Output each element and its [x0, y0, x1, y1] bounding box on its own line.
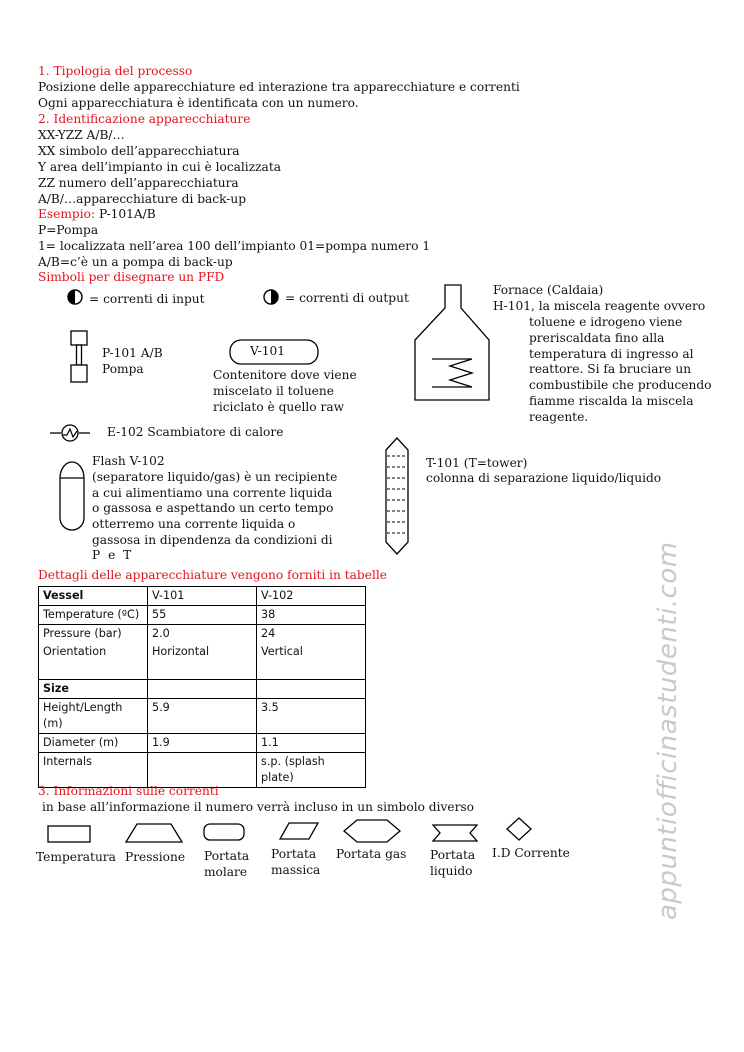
table-cell: s.p. (splash plate) [257, 753, 366, 788]
heat-exchanger-icon [50, 423, 90, 443]
section1-line: Posizione delle apparecchiature ed interazione tra apparecchiature e correnti [38, 80, 520, 94]
tower-line: T-101 (T=tower) [426, 456, 528, 470]
exchanger-label: E-102 Scambiatore di calore [107, 425, 284, 439]
table-row [39, 680, 366, 699]
furnace-desc: reagente. [529, 410, 589, 424]
pump-name: Pompa [102, 362, 144, 376]
watermark [617, 540, 683, 920]
shape-label: massica [271, 863, 321, 877]
furnace-desc: H-101, la miscela reagente ovvero [493, 299, 706, 313]
example-detail: 1= localizzata nell’area 100 dell’impianto 01=pompa numero 1 [38, 239, 431, 253]
furnace-title: Fornace (Caldaia) [493, 283, 604, 297]
flash-line: o gassosa e aspettando un certo tempo [92, 501, 334, 515]
furnace-desc: combustibile che producendo [529, 378, 712, 392]
table-row [39, 643, 366, 661]
shape-label: Portata [271, 847, 317, 861]
table-row [39, 661, 366, 680]
furnace-desc: toluene e idrogeno viene [529, 315, 683, 329]
table-cell: Size [39, 680, 148, 699]
flash-line: P e T [92, 548, 134, 562]
example-line [38, 207, 156, 223]
table-cell: 24 [257, 625, 366, 644]
section2-line: XX simbolo dell’apparecchiatura [38, 144, 240, 158]
section2-line: ZZ numero dell’apparecchiatura [38, 176, 239, 190]
example-value: P-101A/B [95, 207, 156, 221]
output-stream-label: = correnti di output [285, 291, 409, 305]
table-row [39, 699, 366, 734]
table-cell [257, 680, 366, 699]
section3-heading: 3. Informazioni sulle correnti [38, 784, 219, 798]
table-cell: 2.0 [148, 625, 257, 644]
section3-subtitle: in base all’informazione il numero verrà incluso in un simbolo diverso [42, 800, 475, 814]
furnace-desc: reattore. Si fa bruciare un [529, 362, 692, 376]
pressure-trapezoid-icon [125, 823, 183, 843]
shape-label: Portata gas [336, 847, 407, 861]
table-cell: 3.5 [257, 699, 366, 734]
furnace-desc: preriscaldata fino alla [529, 331, 665, 345]
tower-column-icon [384, 436, 410, 556]
table-cell: Vertical [257, 643, 366, 661]
vessel-desc: riciclato è quello raw [213, 400, 345, 414]
table-cell: Diameter (m) [39, 734, 148, 753]
table-cell: 5.9 [148, 699, 257, 734]
flash-line: otterremo una corrente liquida o [92, 517, 296, 531]
flash-drum-icon [58, 460, 86, 532]
symbols-heading: Simboli per disegnare un PFD [38, 270, 225, 284]
input-stream-label: = correnti di input [89, 292, 205, 306]
table-cell: V-101 [148, 587, 257, 606]
table-cell: Temperature (ºC) [39, 606, 148, 625]
vessel-tag: V-101 [250, 344, 286, 358]
table-row [39, 753, 366, 788]
pump-icon [68, 330, 90, 384]
table-cell: Horizontal [148, 643, 257, 661]
table-cell [148, 661, 257, 680]
table-cell [148, 680, 257, 699]
table-row [39, 587, 366, 606]
flash-line: a cui alimentiamo una corrente liquida [92, 486, 333, 500]
section2-line: Y area dell’impianto in cui è localizzata [38, 160, 281, 174]
liquid-flow-flag-icon [432, 824, 478, 842]
shape-label: molare [204, 865, 248, 879]
mass-flow-parallelogram-icon [279, 822, 319, 840]
section2-line: XX-YZZ A/B/… [38, 128, 125, 142]
flash-line: gassosa in dipendenza da condizioni di [92, 533, 333, 547]
vessel-desc: Contenitore dove viene [213, 368, 357, 382]
example-detail: P=Pompa [38, 223, 99, 237]
table-cell: V-102 [257, 587, 366, 606]
table-cell: Height/Length (m) [39, 699, 148, 734]
example-label: Esempio: [38, 207, 96, 221]
table-cell: Orientation [39, 643, 148, 661]
flash-line: Flash V-102 [92, 454, 165, 468]
table-cell: 55 [148, 606, 257, 625]
table-row [39, 734, 366, 753]
flash-line: (separatore liquido/gas) è un recipiente [92, 470, 338, 484]
section2-heading: 2. Identificazione apparecchiature [38, 112, 251, 126]
section1-heading: 1. Tipologia del processo [38, 64, 193, 78]
table-cell: Pressure (bar) [39, 625, 148, 644]
section1-line: Ogni apparecchiatura è identificata con un numero. [38, 96, 359, 110]
table-heading: Dettagli delle apparecchiature vengono forniti in tabelle [38, 568, 387, 582]
stream-id-diamond-icon [506, 817, 532, 841]
furnace-desc: temperatura di ingresso al [529, 347, 694, 361]
input-stream-icon [67, 289, 83, 305]
table-row [39, 606, 366, 625]
tower-line: colonna di separazione liquido/liquido [426, 471, 662, 485]
table-cell: 38 [257, 606, 366, 625]
table-cell [39, 661, 148, 680]
shape-label: Temperatura [36, 850, 116, 864]
table-cell: 1.1 [257, 734, 366, 753]
table-row [39, 625, 366, 644]
furnace-icon [414, 284, 490, 402]
shape-label: Pressione [125, 850, 186, 864]
shape-label: Portata [430, 848, 476, 862]
furnace-desc: fiamme riscalda la miscela [529, 394, 694, 408]
output-stream-icon [263, 289, 279, 305]
molar-flow-rounded-icon [203, 823, 245, 841]
table-cell: Internals [39, 753, 148, 788]
temperature-rectangle-icon [47, 825, 91, 843]
shape-label: liquido [430, 864, 473, 878]
watermark-text: appuntiofficinastudenti.com [653, 541, 683, 920]
vessel-desc: miscelato il toluene [213, 384, 334, 398]
table-cell: Vessel [39, 587, 148, 606]
table-cell [148, 753, 257, 788]
shape-label: Portata [204, 849, 250, 863]
equipment-table [38, 586, 366, 788]
shape-label: I.D Corrente [492, 846, 570, 860]
table-cell: 1.9 [148, 734, 257, 753]
pump-tag: P-101 A/B [102, 346, 163, 360]
gas-flow-hexagon-icon [343, 819, 401, 843]
section2-line: A/B/…apparecchiature di back-up [38, 192, 247, 206]
example-detail: A/B=c’è un a pompa di back-up [38, 255, 233, 269]
table-cell [257, 661, 366, 680]
